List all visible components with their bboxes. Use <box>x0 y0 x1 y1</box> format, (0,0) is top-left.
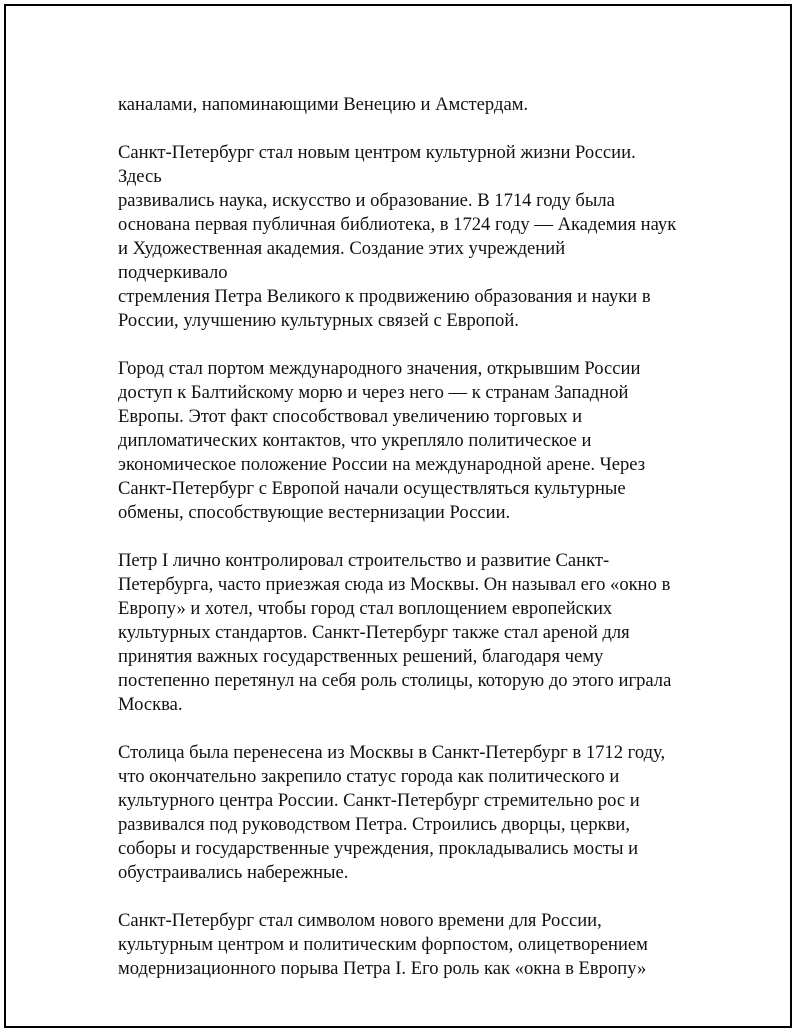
paragraph-4: Петр I лично контролировал строительство и развитие Санкт- Петербурга, часто приезжая сюда из Москвы. Он называл его «окно в Европу» и хотел, чтобы город стал воплощением европейских культурных стандартов. Санкт-Петербург также стал ареной для принятия важных государственных решений, благодаря чему постепенно перетянул на себя роль столицы, которую до этого играла Москва. <box>118 550 672 715</box>
paragraph-6: Санкт-Петербург стал символом нового времени для России, культурным центром и политическим форпостом, олицетворением модернизационного порыва Петра I. Его роль как «окна в Европу» <box>118 910 648 979</box>
document-body <box>118 93 678 981</box>
paragraph-3: Город стал портом международного значения, открывшим России доступ к Балтийскому морю и через него — к странам Западной Европы. Этот факт способствовал увеличению торговых и дипломатических контактов, что укрепляло политическое и экономическое положение России на международной арене. Через Санкт-Петербург с Европой начали осуществляться культурные обмены, способствующие вестернизации России. <box>118 358 646 523</box>
paragraph-1: каналами, напоминающими Венецию и Амстердам. <box>118 94 529 115</box>
paragraph-2: Санкт-Петербург стал новым центром культурной жизни России. Здесь развивались наука, искусство и образование. В 1714 году была основана первая публичная библиотека, в 1724 году — Академия наук и Художественная академия. Создание этих учреждений подчеркивало стремления Петра Великого к продвижению образования и науки в России, улучшению культурных связей с Европой. <box>118 142 677 331</box>
paragraph-5: Столица была перенесена из Москвы в Санкт-Петербург в 1712 году, что окончательно закрепило статус города как политического и культурного центра России. Санкт-Петербург стремительно рос и развивался под руководством Петра. Строились дворцы, церкви, соборы и государственные учреждения, прокладывались мосты и обустраивались набережные. <box>118 742 666 883</box>
